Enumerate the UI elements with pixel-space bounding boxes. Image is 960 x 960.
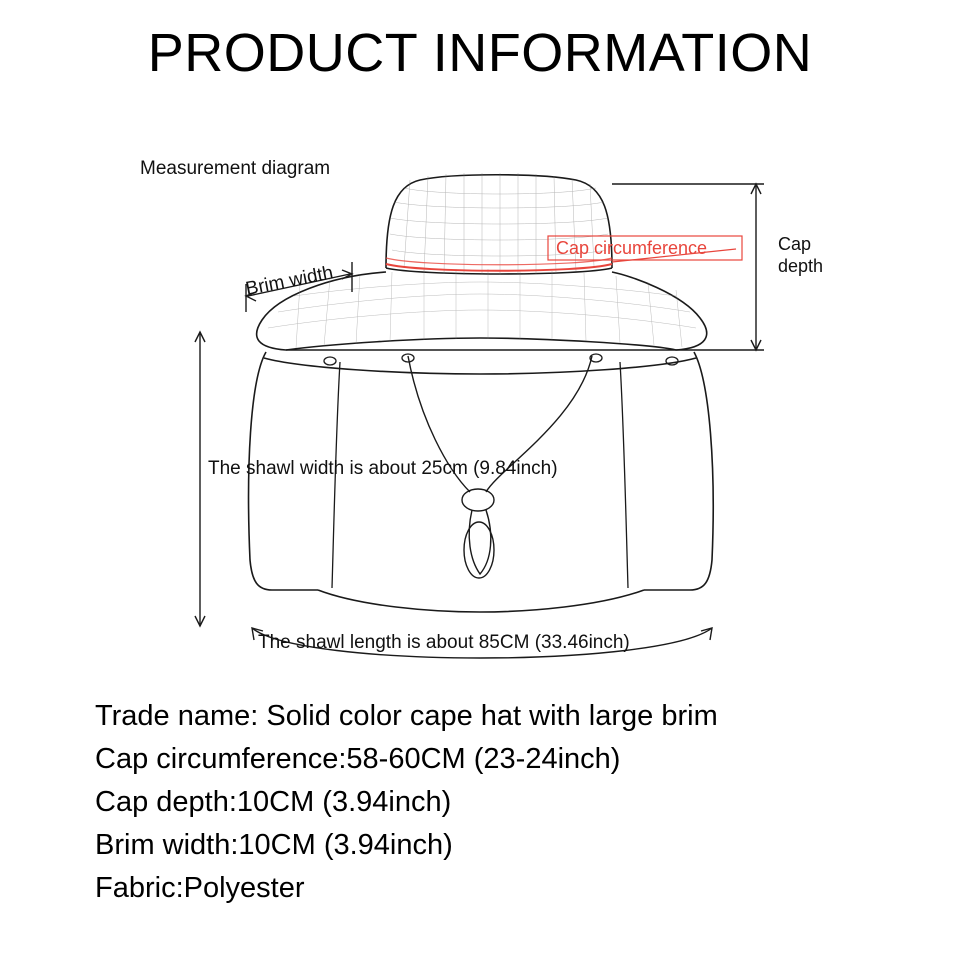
specification-list — [95, 695, 925, 910]
measurement-diagram-label: Measurement diagram — [140, 158, 331, 179]
spec-trade-name: Trade name: Solid color cape hat with large brim — [95, 700, 718, 732]
spec-brim-width: Brim width:10CM (3.94inch) — [95, 829, 453, 861]
shawl-width-dimension — [195, 332, 205, 626]
cap-depth-dimension — [612, 184, 764, 350]
spec-cap-depth: Cap depth:10CM (3.94inch) — [95, 786, 452, 818]
spec-fabric: Fabric:Polyester — [95, 872, 305, 904]
shawl-width-label: The shawl width is about 25cm (9.84inch) — [208, 458, 558, 479]
shawl-length-label: The shawl length is about 85CM (33.46inch) — [258, 632, 630, 653]
hat-crown-outline — [386, 175, 612, 274]
cap-depth-label-line2: depth — [778, 256, 824, 276]
spec-cap-circumference: Cap circumference:58-60CM (23-24inch) — [95, 743, 621, 775]
brim-width-label: Brim width — [243, 262, 336, 300]
shawl-eyelets — [324, 354, 678, 365]
page-title: PRODUCT INFORMATION — [147, 23, 813, 83]
cap-circumference-label: Cap circumference — [556, 238, 708, 258]
cap-depth-label-line1: Cap — [778, 234, 812, 254]
